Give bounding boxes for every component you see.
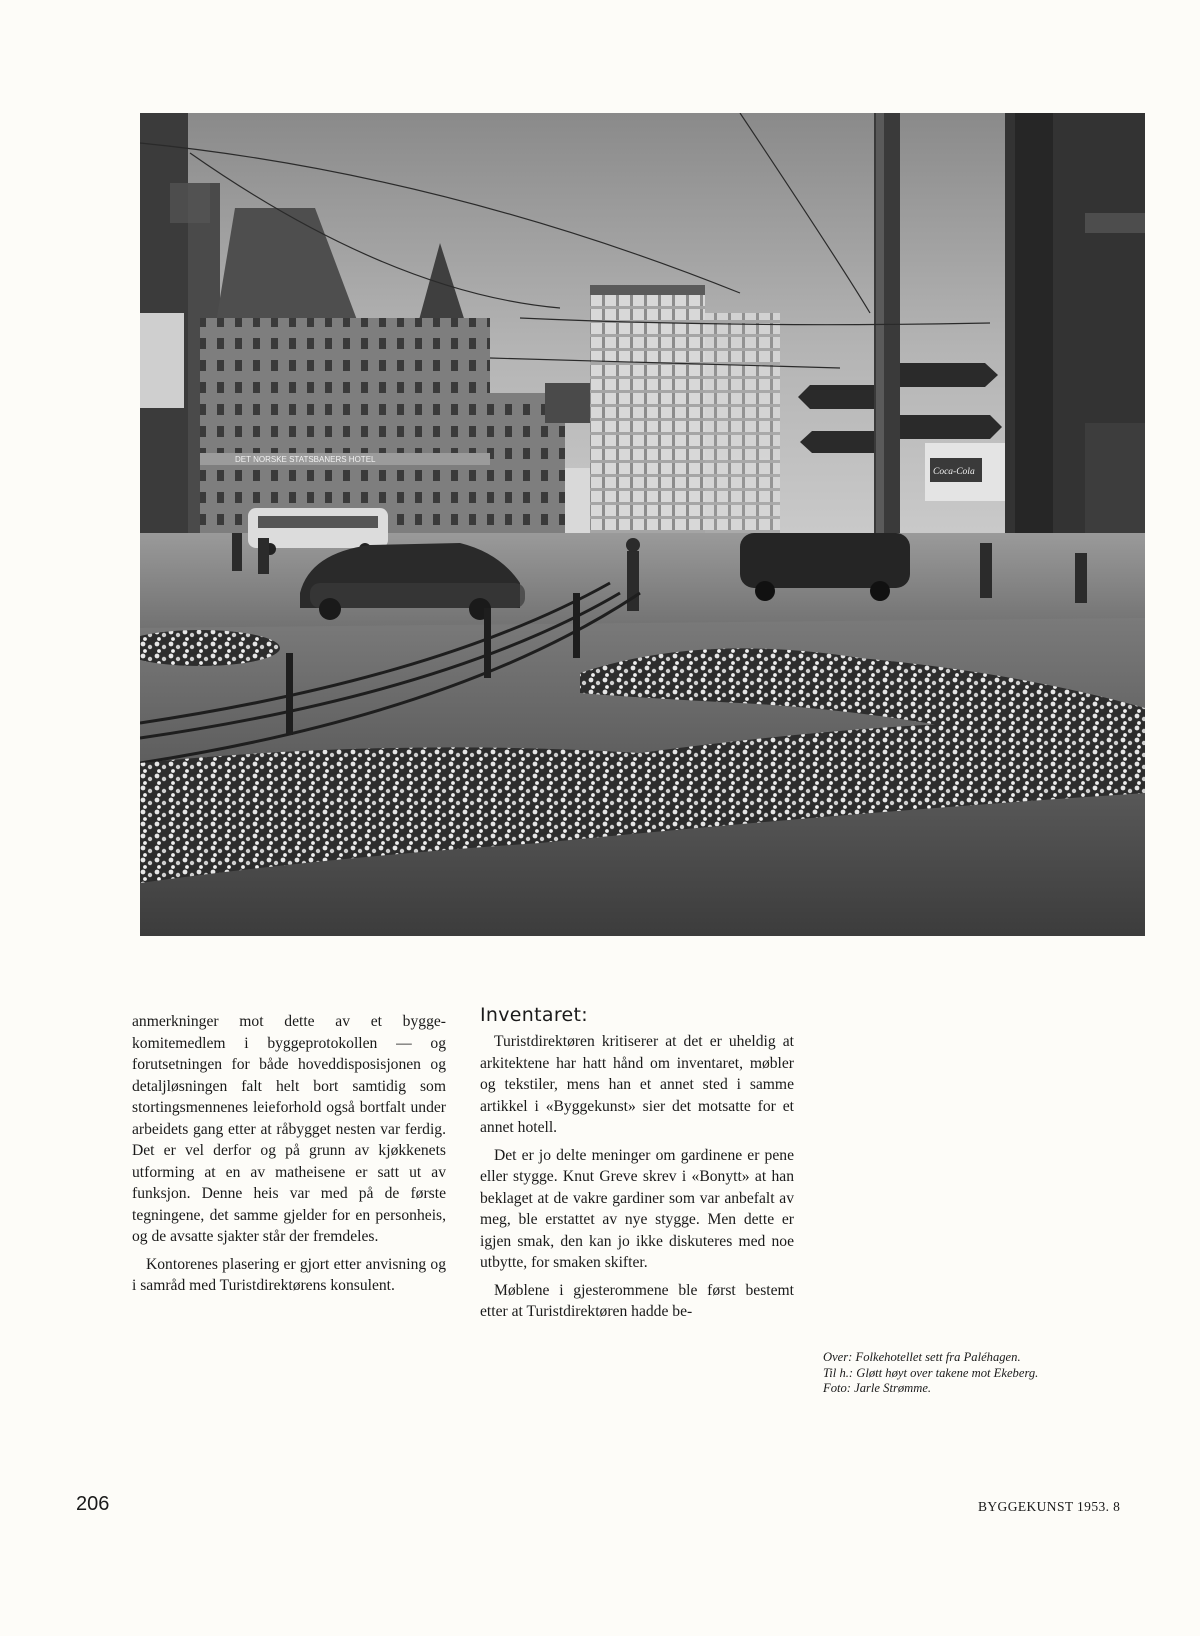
billboard-text: Coca-Cola (933, 467, 975, 477)
facade-sign: DET NORSKE STATSBANERS HOTEL (235, 455, 376, 464)
middle-text-column (480, 1003, 794, 1323)
left-paragraph-2: Kontorenes plasering er gjort etter anvisning og i samråd med Turistdirektørens konsulent. (132, 1255, 446, 1294)
middle-paragraph-1: Turistdirektøren kritiserer at det er uheldig at arkitektene har hatt hånd om inventaret, møbler og tekstiler, mens han et annet sted i samme artikkel i «Byggekunst» sier det motsatte for et annet hotell. (480, 1033, 794, 1136)
left-text-column (132, 1011, 446, 1297)
left-paragraph-1: anmerkninger mot dette av et bygge-komitemedlem i byggeprotokollen — og forutsetningen for både hoveddisposisjonen og detaljløsningen falt helt bort samtidig som stortingsmennenes leieforhold også bortfalt under arbeidets gang etter at råbygget nesten var ferdig. Det er vel derfor og på grunn av kjøkkenets utforming at en av matheisene er satt ut av funksjon. Denne heis var med på de første tegningene, det samme gjelder for en personheis, og de avsatte sjakter står der fremdeles. (132, 1013, 446, 1245)
page-number: 206 (76, 1493, 110, 1515)
caption-line-2: Til h.: Gløtt høyt over takene mot Ekeberg. (823, 1365, 1039, 1380)
street-photograph (140, 113, 1145, 936)
middle-paragraph-2: Det er jo delte meninger om gardinene er pene eller stygge. Knut Greve skrev i «Bonytt» at han beklaget at de vakre gardiner som var anbefalt av meg, ble erstattet av nye stygge. Men dette er igjen smak, den kan jo ikke diskuteres med noe utbytte, for smaken skifter. (480, 1146, 794, 1271)
middle-paragraph-3: Møblene i gjesterommene ble først bestemt etter at Turistdirektøren hadde be- (480, 1281, 794, 1320)
journal-reference: BYGGEKUNST 1953. 8 (978, 1499, 1121, 1514)
caption-line-1: Over: Folkehotellet sett fra Paléhagen. (823, 1350, 1021, 1364)
section-heading: Inventaret: (480, 1004, 588, 1026)
coca-cola-billboard (925, 443, 1015, 501)
street-scene-graphic (140, 113, 1145, 936)
photo-caption (823, 1350, 1163, 1397)
caption-line-3: Foto: Jarle Strømme. (823, 1381, 932, 1395)
right-building (1005, 113, 1145, 598)
